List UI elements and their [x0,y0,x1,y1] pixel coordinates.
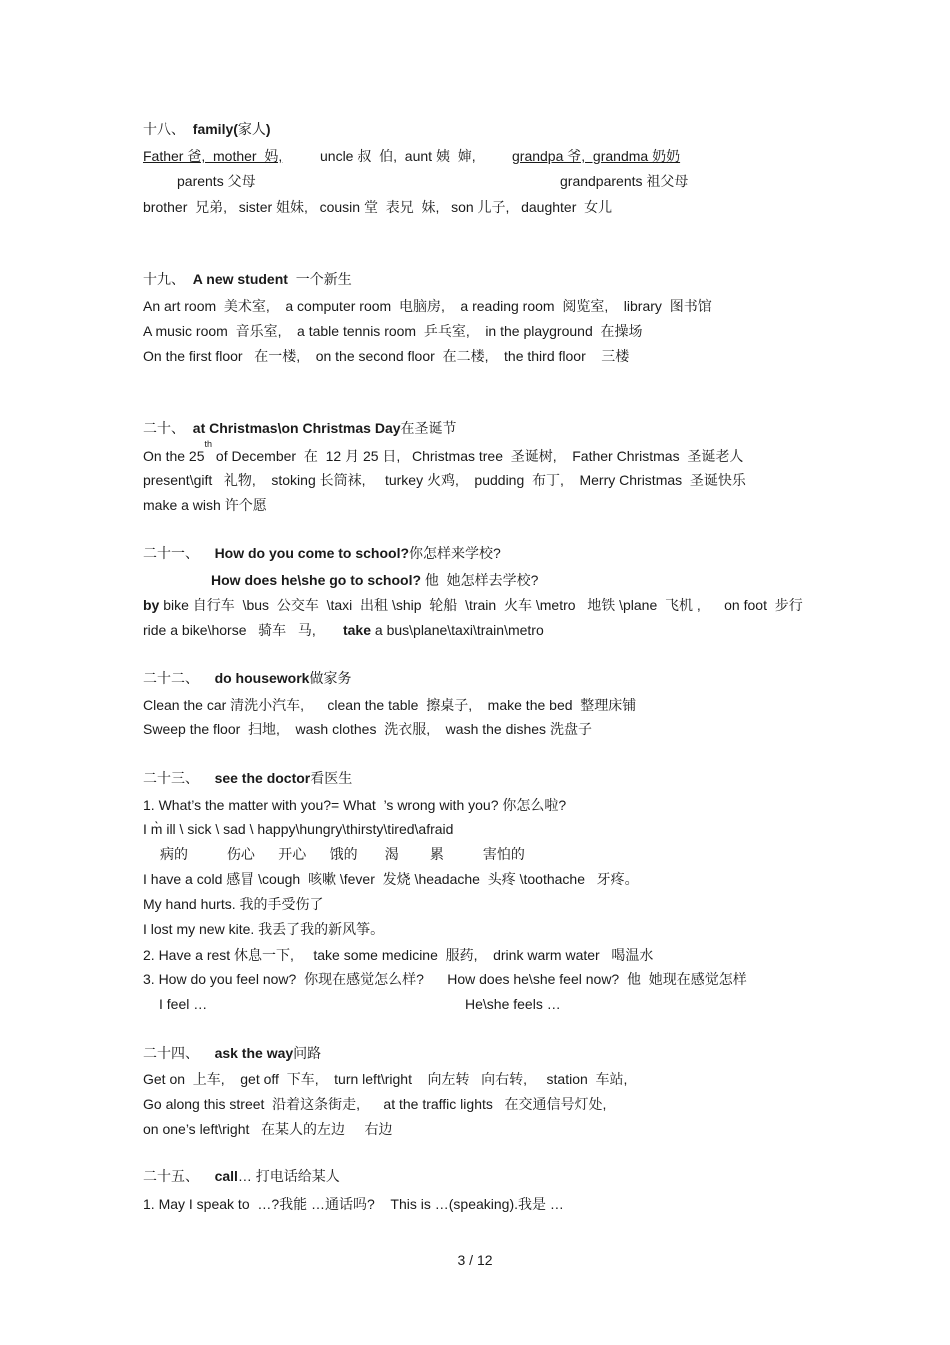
vocab-line: He\she feels … [465,996,561,1012]
vocab-line: My hand hurts. 我的手受伤了 [143,896,324,912]
vocab-line: I have a cold 感冒 \cough 咳嗽 \fever 发烧 \headache 头疼 \toothache 牙疼。 [143,871,639,887]
keyword-by: by [143,597,160,613]
section-21-subheading [211,571,538,589]
date-rest: of December 在 12 月 25 日, Christmas tree 圣诞树, Father Christmas 圣诞老人 [212,448,744,464]
section-title: family( [192,121,238,137]
section-title-cn: 在圣诞节 [400,420,457,436]
section-number: 十九、 [143,271,185,287]
section-title: call [214,1168,238,1184]
section-25-heading [143,1167,340,1185]
vocab-line: 1. May I speak to …?我能 …通话吗? This is …(speaking).我是 … [143,1196,564,1212]
vocab-line: Sweep the floor 扫地, wash clothes 洗衣服, wash the dishes 洗盘子 [143,721,592,737]
section-title-2: How does he\she go to school? [211,572,422,588]
vocab-line: Get on 上车, get off 下车, turn left\right 向左转 向右转, station 车站, [143,1071,628,1087]
section-number: 二十一、 [143,545,199,561]
section-title-cn: 做家务 [309,670,352,686]
section-18-heading [143,120,271,138]
section-title: A new student [192,271,288,287]
vocab-line [143,147,282,165]
section-title-2-cn: 他 她怎样去学校? [424,572,539,588]
vocab-line: I m̀ ill \ sick \ sad \ happy\hungry\thirsty\tired\afraid [143,821,454,837]
section-number: 二十三、 [143,770,199,786]
vocab-line: grandparents 祖父母 [560,173,689,189]
section-title-cn: … 打电话给某人 [237,1168,340,1184]
vocab-line: make a wish 许个愿 [143,497,267,513]
section-23-heading [143,769,352,787]
section-title: see the doctor [214,770,311,786]
section-22-heading [143,669,351,687]
vocab-line: brother 兄弟, sister 姐妹, cousin 堂 表兄 妹, son 儿子, daughter 女儿 [143,199,613,215]
vocab-underlined-c: grandpa 爷, grandma 奶奶 [512,148,681,164]
vocab-text: ride a bike\horse 骑车 马, [143,622,316,638]
vocab-line: on one’s left\right 在某人的左边 右边 [143,1121,393,1137]
section-title: at Christmas\on Christmas Day [192,420,401,436]
section-24-heading [143,1044,321,1062]
section-title: How do you come to school? [214,545,410,561]
vocab-text: bike 自行车 \bus 公交车 \taxi 出租 \ship 轮船 \train 火车 \metro 地铁 \plane 飞机 , on foot 步行 [159,597,803,613]
section-number: 二十、 [143,420,185,436]
section-title-cn: 看医生 [310,770,353,786]
vocab-line: Clean the car 清洗小汽车, clean the table 擦桌子, make the bed 整理床铺 [143,697,637,713]
section-20-heading [143,419,457,437]
vocab-line [143,596,803,614]
section-19-heading [143,270,352,288]
vocab-line: On the first floor 在一楼, on the second floor 在二楼, the third floor 三楼 [143,348,630,364]
section-title-end: ) [265,121,271,137]
page-number: 3 / 12 [457,1252,493,1268]
keyword-take: take [342,622,371,638]
section-title: ask the way [214,1045,294,1061]
section-number: 二十二、 [143,670,199,686]
section-title-cn: 你怎样来学校? [409,545,501,561]
vocab-line: An art room 美术室, a computer room 电脑房, a reading room 阅览室, library 图书馆 [143,298,712,314]
section-title-cn: 问路 [293,1045,322,1061]
section-title: do housework [214,670,310,686]
section-number: 二十四、 [143,1045,199,1061]
section-21-heading [143,544,501,562]
section-title-cn: 一个新生 [295,271,352,287]
vocab-line: 3. How do you feel now? 你现在感觉怎么样? How does he\she feel now? 他 她现在感觉怎样 [143,971,747,987]
vocab-line [512,147,680,165]
vocab-line: parents 父母 [177,173,256,189]
vocab-line [143,439,744,465]
vocab-line: Go along this street 沿着这条街走, at the traffic lights 在交通信号灯处, [143,1096,607,1112]
section-title-cn: 家人 [237,121,266,137]
section-number: 二十五、 [143,1168,199,1184]
ordinal-suffix: th [204,439,213,449]
vocab-underlined-a: Father 爸, mother 妈, [143,148,283,164]
vocab-line: present\gift 礼物, stoking 长筒袜, turkey 火鸡, pudding 布丁, Merry Christmas 圣诞快乐 [143,472,746,488]
vocab-line: uncle 叔 伯, aunt 姨 婶, [320,148,476,164]
vocab-line: I feel … [159,996,208,1012]
section-number: 十八、 [143,121,185,137]
vocab-line: I lost my new kite. 我丢了我的新风筝。 [143,921,385,937]
date-prefix: On the 25 [143,448,205,464]
vocab-line: 1. What’s the matter with you?= What ’s wrong with you? 你怎么啦? [143,797,567,813]
vocab-line: A music room 音乐室, a table tennis room 乒乓室, in the playground 在操场 [143,323,643,339]
vocab-line [143,621,544,639]
vocab-text: a bus\plane\taxi\train\metro [371,622,544,638]
vocab-line: 病的 伤心 开心 饿的 渴 累 害怕的 [160,846,525,862]
vocab-line: 2. Have a rest 休息一下, take some medicine 服药, drink warm water 喝温水 [143,947,654,963]
